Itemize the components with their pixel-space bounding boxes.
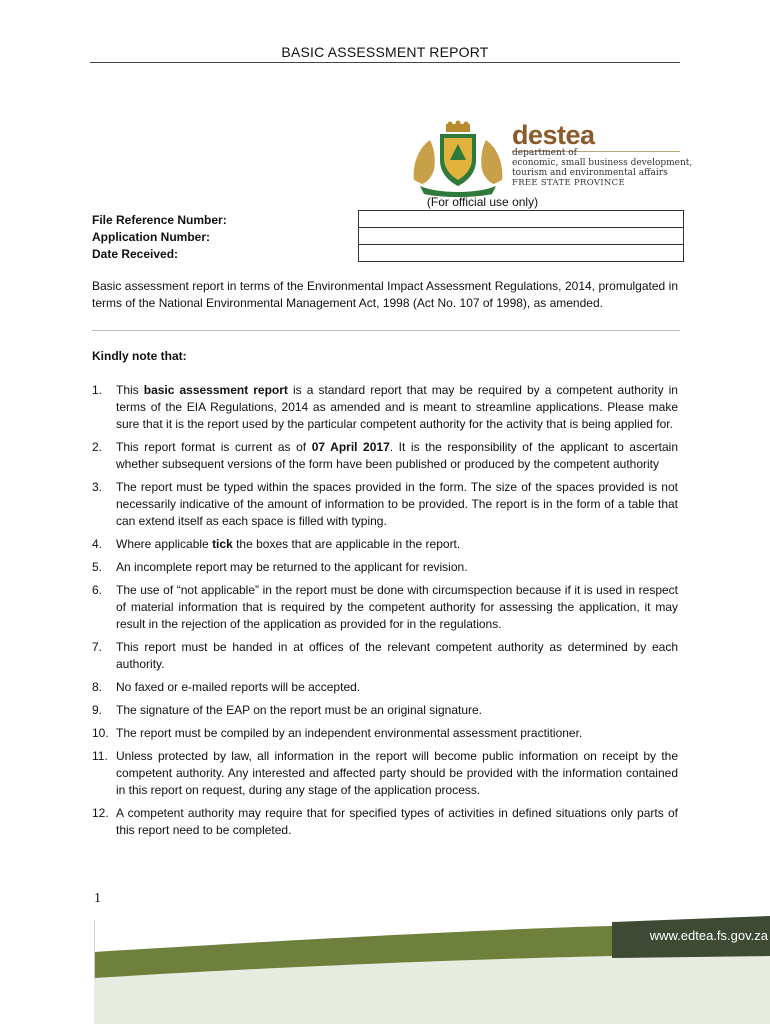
note-number: 8. (92, 680, 103, 694)
note-number: 6. (92, 583, 103, 597)
note-text-emphasis: tick (212, 537, 233, 551)
note-number: 9. (92, 703, 103, 717)
logo-line: tourism and environmental affairs (512, 168, 668, 178)
file-reference-field[interactable] (359, 211, 684, 228)
note-text-part: Where applicable (116, 537, 213, 551)
note-item (92, 639, 678, 673)
note-number: 4. (92, 537, 103, 551)
note-text-emphasis: basic assessment report (143, 383, 288, 397)
note-text-part: No faxed or e-mailed reports will be accepted. (116, 680, 361, 694)
note-text (116, 639, 678, 673)
note-text-part: is a standard report that may be required by a competent authority in terms of the EIA Regulations, 2014 as amended and is meant to streamline applications. Please make sure that it is the report used by the particular competent authority for the activity that is being applied for. (116, 383, 678, 431)
note-text (116, 702, 678, 719)
logo-wordmark: destea (512, 120, 595, 150)
file-reference-label: File Reference Number: (92, 213, 227, 227)
kindly-note-heading: Kindly note that: (92, 349, 187, 363)
note-text-part: The use of “not applicable” in the report must be done with circumspection because if it is used in respect of material information that is required by the competent authority for assessing the application, it may result in the rejection of the application as provided for in the regulations. (116, 583, 678, 631)
note-text-emphasis: 07 April 2017 (311, 440, 390, 454)
official-use-table (358, 210, 684, 262)
destea-logo (408, 118, 693, 198)
note-number: 10. (92, 726, 109, 740)
coat-of-arms-icon (408, 118, 508, 198)
note-item (92, 559, 678, 576)
note-number: 3. (92, 480, 103, 494)
note-text (116, 582, 678, 633)
note-text (116, 559, 678, 576)
note-number: 1. (92, 383, 103, 397)
page-header-title: BASIC ASSESSMENT REPORT (281, 44, 489, 60)
note-item (92, 725, 678, 742)
note-item (92, 679, 678, 696)
note-text-part: An incomplete report may be returned to the applicant for revision. (116, 560, 468, 574)
note-item (92, 702, 678, 719)
note-text (116, 479, 678, 530)
note-text (116, 439, 678, 473)
note-text-part: Unless protected by law, all information in the report will become public information on receipt by the competent authority. Any interested and affected party should be provided with the information contained in this report on request, during any stage of the application process. (116, 749, 678, 797)
note-text (116, 748, 678, 799)
official-use-caption: (For official use only) (426, 195, 539, 209)
note-text-part: The report must be typed within the spaces provided in the form. The size of the spaces provided is not necessarily indicative of the amount of information to be provided. The report is in the form of a table that can extend itself as each space is filled with typing. (116, 480, 678, 528)
note-text-part: This report must be handed in at offices of the relevant competent authority as determined by each authority. (116, 640, 678, 671)
note-text (116, 725, 678, 742)
notes-list (92, 382, 678, 845)
note-number: 11. (92, 749, 108, 763)
header-divider (90, 62, 680, 63)
page-number: 1 (94, 891, 101, 906)
note-text-part: The report must be compiled by an independent environmental assessment practitioner. (116, 726, 583, 740)
note-text (116, 382, 678, 433)
application-number-field[interactable] (359, 228, 684, 245)
note-number: 2. (92, 440, 103, 454)
application-number-label: Application Number: (92, 230, 211, 244)
note-number: 5. (92, 560, 103, 574)
intro-divider (92, 330, 680, 331)
note-item (92, 748, 678, 799)
date-received-label: Date Received: (92, 247, 179, 261)
note-text-part: This report format is current as of (116, 440, 312, 454)
logo-line: department of (512, 148, 578, 158)
logo-province: FREE STATE PROVINCE (512, 178, 625, 188)
note-item (92, 439, 678, 473)
note-item (92, 536, 678, 553)
note-item (92, 582, 678, 633)
note-text-part: . It is the responsibility of the applicant to ascertain whether subsequent versions of the form have been published or produced by the competent authority (116, 440, 678, 471)
note-item (92, 805, 678, 839)
note-text (116, 536, 678, 553)
note-text-part: The signature of the EAP on the report must be an original signature. (116, 703, 482, 717)
note-number: 12. (92, 806, 109, 820)
logo-department-text (512, 148, 692, 188)
note-text (116, 679, 678, 696)
logo-line: economic, small business development, (512, 158, 693, 168)
footer-website-link[interactable]: www.edtea.fs.gov.za (649, 928, 768, 943)
intro-paragraph: Basic assessment report in terms of the Environmental Impact Assessment Regulations, 2014, promulgated in terms of the National Environmental Management Act, 1998 (Act No. 107 of 1998), as amended. (92, 279, 678, 310)
note-text (116, 805, 678, 839)
note-text-part: A competent authority may require that for specified types of activities in defined situations only parts of this report need to be completed. (116, 806, 678, 837)
note-item (92, 382, 678, 433)
note-item (92, 479, 678, 530)
note-text-part: the boxes that are applicable in the report. (232, 537, 461, 551)
reference-labels (92, 212, 227, 263)
date-received-field[interactable] (359, 245, 684, 262)
note-number: 7. (92, 640, 103, 654)
note-text-part: This (116, 383, 144, 397)
